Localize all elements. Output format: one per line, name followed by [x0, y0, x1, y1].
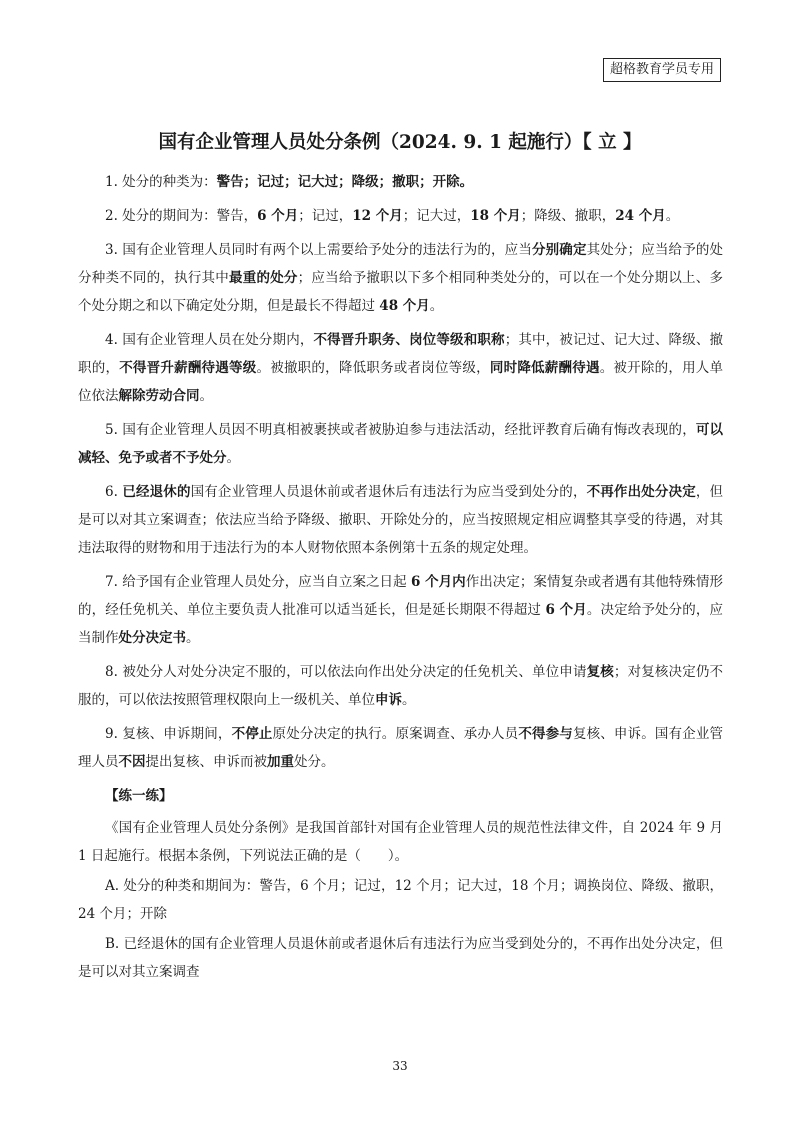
emphasis-text: 12 个月: [352, 208, 403, 224]
emphasis-text: 不再作出处分决定: [586, 484, 696, 500]
body-text: 其处分；应当给予的处分种类不同的，执行其中: [78, 242, 724, 286]
body-text: 原处分决定的执行。原案调查、承办人员: [272, 726, 519, 742]
regulation-item: [78, 658, 723, 714]
body-text: 7. 给予国有企业管理人员处分，应当自立案之日起: [105, 574, 411, 590]
body-text: 。决定给予处分的，应当制作: [78, 602, 723, 646]
body-text: ，但是可以对其立案调查；依法应当给予降级、撤职、开除处分的，应当按照规定相应调整其享受的待遇，对其违法取得的财物和用于违法行为的本人财物依照本条例第十五条的规定处理。: [78, 484, 724, 556]
regulation-item: [78, 168, 723, 196]
regulation-item: [78, 326, 723, 410]
body-text: 2. 处分的期间为：警告，: [105, 208, 258, 224]
emphasis-text: 6 个月: [257, 208, 299, 224]
body-text: ；应当给予撤职以下多个相同种类处分的，可以在一个处分期以上、多个处分期之和以下确定处分期，但是最长不得超过: [78, 270, 724, 314]
body-text: ；记过，: [298, 208, 353, 224]
emphasis-text: 6 个月: [545, 602, 587, 618]
regulation-items: [78, 168, 723, 776]
emphasis-text: 18 个月: [470, 208, 521, 224]
practice-option-a: A. 处分的种类和期间为：警告，6 个月；记过，12 个月；记大过，18 个月；调换岗位、降级、撤职，24 个月；开除: [78, 878, 723, 922]
body-text: 作出决定；案情复杂或者遇有其他特殊情形的，经任免机关、单位主要负责人批准可以适当延长，但是延长期限不得超过: [78, 574, 723, 618]
emphasis-text: 不因: [118, 754, 146, 770]
body-text: 。: [199, 388, 213, 404]
emphasis-text: 加重: [267, 754, 294, 770]
emphasis-text: 24 个月: [615, 208, 666, 224]
header-tag: 超格教育学员专用: [603, 58, 721, 82]
regulation-item: [78, 202, 723, 230]
body-text: 。: [429, 298, 444, 314]
body-text: 。: [665, 208, 680, 224]
emphasis-text: 警告；记过；记大过；降级；撤职；开除。: [216, 174, 474, 190]
emphasis-text: 申诉: [375, 692, 402, 708]
body-text: 国有企业管理人员退休前或者退休后有违法行为应当受到处分的，: [190, 484, 587, 500]
emphasis-text: 最重的处分: [229, 270, 298, 286]
emphasis-text: 不得晋升薪酬待遇等级: [119, 360, 257, 376]
document-body: [78, 168, 723, 988]
emphasis-text: 48 个月: [379, 298, 430, 314]
body-text: 1. 处分的种类为：: [105, 174, 217, 190]
body-text: 。: [402, 692, 416, 708]
emphasis-text: 同时降低薪酬待遇: [489, 360, 600, 376]
body-text: 。被开除的，用人单位依法: [78, 360, 724, 404]
emphasis-text: 处分决定书: [118, 630, 186, 646]
emphasis-text: 可以减轻、免予或者不予处分: [78, 422, 723, 466]
emphasis-text: 分别确定: [531, 242, 587, 258]
body-text: ；降级、撤职，: [520, 208, 616, 224]
emphasis-text: 已经退休的: [122, 484, 191, 500]
body-text: 。: [186, 630, 200, 646]
body-text: 复核、申诉。国有企业管理人员: [78, 726, 724, 770]
body-text: 4. 国有企业管理人员在处分期内，: [105, 332, 314, 348]
body-text: 处分。: [294, 754, 335, 770]
body-text: ；其中，被记过、记大过、降级、撤职的，: [78, 332, 724, 376]
body-text: 3. 国有企业管理人员同时有两个以上需要给予处分的违法行为的，应当: [105, 242, 532, 258]
emphasis-text: 解除劳动合同: [118, 388, 200, 404]
body-text: ；记大过，: [402, 208, 471, 224]
body-text: 9. 复核、申诉期间，: [105, 726, 232, 742]
body-text: 8. 被处分人对处分决定不服的，可以依法向作出处分决定的任免机关、单位申请: [105, 664, 587, 680]
regulation-item: [78, 568, 723, 652]
practice-heading: 【练一练】: [105, 788, 173, 804]
body-text: 。被撤职的，降低职务或者岗位等级，: [256, 360, 490, 376]
emphasis-text: 不停止: [231, 726, 273, 742]
body-text: 提出复核、申诉而被: [145, 754, 267, 770]
practice-option-b: B. 已经退休的国有企业管理人员退休前或者退休后有违法行为应当受到处分的，不再作出处分决定，但是可以对其立案调查: [78, 936, 723, 980]
regulation-item: [78, 720, 723, 776]
body-text: ；对复核决定仍不服的，可以依法按照管理权限向上一级机关、单位: [78, 664, 724, 708]
body-text: 。: [226, 450, 240, 466]
body-text: 6.: [105, 484, 123, 500]
regulation-item: [78, 478, 723, 562]
page-number: 33: [392, 1059, 408, 1073]
body-text: 5. 国有企业管理人员因不明真相被裹挟或者被胁迫参与违法活动，经批评教育后确有悔改表现的，: [105, 422, 696, 438]
page-title: 国有企业管理人员处分条例（2024. 9. 1 起施行）【 立 】: [158, 132, 642, 153]
regulation-item: [78, 236, 723, 320]
regulation-item: [78, 416, 723, 472]
practice-question: 《国有企业管理人员处分条例》是我国首部针对国有企业管理人员的规范性法律文件，自 2024 年 9 月 1 日起施行。根据本条例，下列说法正确的是（ ）。: [78, 820, 723, 864]
emphasis-text: 6 个月内: [410, 574, 466, 590]
emphasis-text: 不得参与: [518, 726, 573, 742]
emphasis-text: 复核: [586, 664, 614, 680]
emphasis-text: 不得晋升职务、岗位等级和职称: [313, 332, 505, 348]
